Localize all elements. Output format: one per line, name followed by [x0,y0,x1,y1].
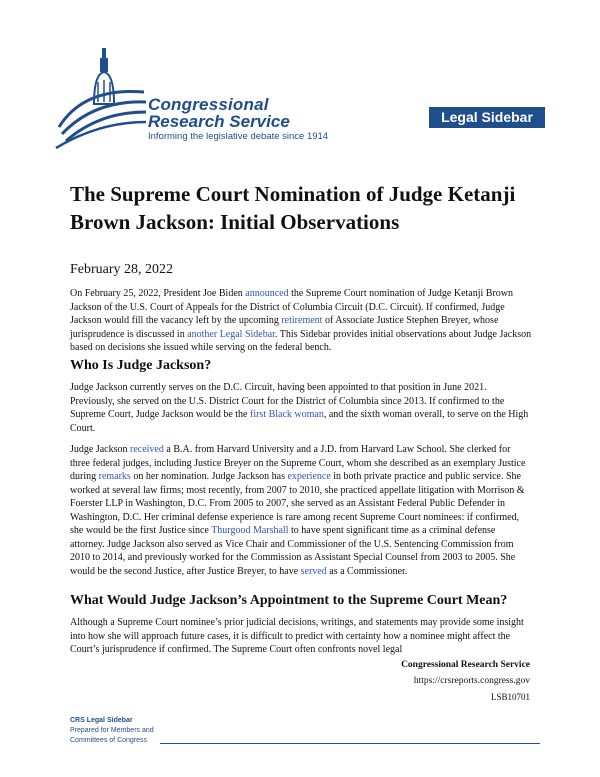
text-segment: a B.A. from Harvard University and a J.D. from Harvard Law School. She clerked for three federal judges, including Justice Breyer on the Supreme Court, whom she described as an exemplary Justice during [70,444,526,482]
footer-url[interactable]: https://crsreports.congress.gov [413,676,530,686]
text-segment: to have spent significant time as a criminal defense attorney. Judge Jackson also served as Vice Chair and Commissioner of the U.S. Sentencing Commission from 2010 to 2014, and previously worked for the Commission as Assistant Special Counsel from 2003 to 2005. She would be the second Justice, after Justice Breyer, to have [70,525,516,577]
footer-report-id: LSB10701 [490,692,530,702]
inline-link[interactable]: another Legal Sidebar [187,328,275,340]
text-segment: Although a Supreme Court nominee’s prior judicial decisions, writings, and statements may provide some insight into how she will approach future cases, it is difficult to predict with certainty how a nominee might affect the Court’s jurisprudence if confirmed. The Supreme Court often confronts novel legal [70,617,524,655]
inline-link[interactable]: announced [245,288,289,299]
section-heading-appointment: What Would Judge Jackson’s Appointment to the Supreme Court Mean? [70,593,508,608]
inline-link[interactable]: experience [287,471,331,482]
intro-paragraph [70,287,532,355]
footer-series: CRS Legal Sidebar [70,717,133,724]
text-segment: of Associate Justice Stephen Breyer, whose jurisprudence is discussed in [70,315,499,340]
section-heading-who: Who Is Judge Jackson? [70,358,212,373]
inline-link[interactable]: first Black woman [249,409,324,420]
text-segment: on her nomination. Judge Jackson has [130,471,288,482]
footer-committees-line: Committees of Congress [70,737,148,744]
legal-sidebar-badge: Legal Sidebar [429,107,545,128]
org-name-line1: Congressional [148,95,269,114]
text-segment: On February 25, 2022, President Joe Biden [70,288,246,299]
inline-link[interactable]: retirement [281,315,323,326]
section1-paragraph-1 [70,381,532,435]
inline-link[interactable]: served [300,565,327,577]
text-segment: as a Commissioner. [326,565,408,577]
inline-link[interactable]: Thurgood Marshall [211,525,289,536]
section1-paragraph-2 [70,443,532,578]
footer-rule [160,743,540,744]
document-date: February 28, 2022 [70,262,174,277]
section2-paragraph-1 [70,616,532,657]
document-title: The Supreme Court Nomination of Judge Ketanji Brown Jackson: Initial Observations [70,182,516,234]
footer-org: Congressional Research Service [401,660,530,670]
text-segment: Judge Jackson [70,444,130,455]
org-tagline: Informing the legislative debate since 1914 [148,131,329,142]
text-segment: the Supreme Court nomination of Judge Ketanji Brown Jackson of the U.S. Court of Appeals for the District of Columbia Circuit (D.C. Circuit). If confirmed, Judge Jackson would fill the vacancy left by the upcoming [70,288,514,326]
text-segment: , and the sixth woman overall, to serve on the High Court. [70,409,529,434]
footer-prepared-line: Prepared for Members and [70,727,154,734]
inline-link[interactable]: received [130,444,164,455]
text-segment: in both private practice and public service. She worked at several law firms; most recently, from 2007 to 2010, she practiced appellate litigation with Morrison & Foerster LLP in Washington, D.C. From 2005 to 2007, she served as an Assistant Federal Public Defender in Washington, D.C. Her criminal defense experience is rare among recent Supreme Court nominees: if confirmed, she would be the first Justice since [70,471,525,536]
text-segment: . This Sidebar provides initial observations about Judge Jackson based on decisions she issued while serving on the federal bench. [70,328,532,353]
inline-link[interactable]: remarks [98,471,131,482]
text-segment: Judge Jackson currently serves on the D.C. Circuit, having been appointed to that position in June 2021. Previously, she served on the U.S. District Court for the District of Columbia since 2013. If confirmed to the Supreme Court, Judge Jackson would be the [70,382,505,420]
org-name-line2: Research Service [148,112,290,131]
